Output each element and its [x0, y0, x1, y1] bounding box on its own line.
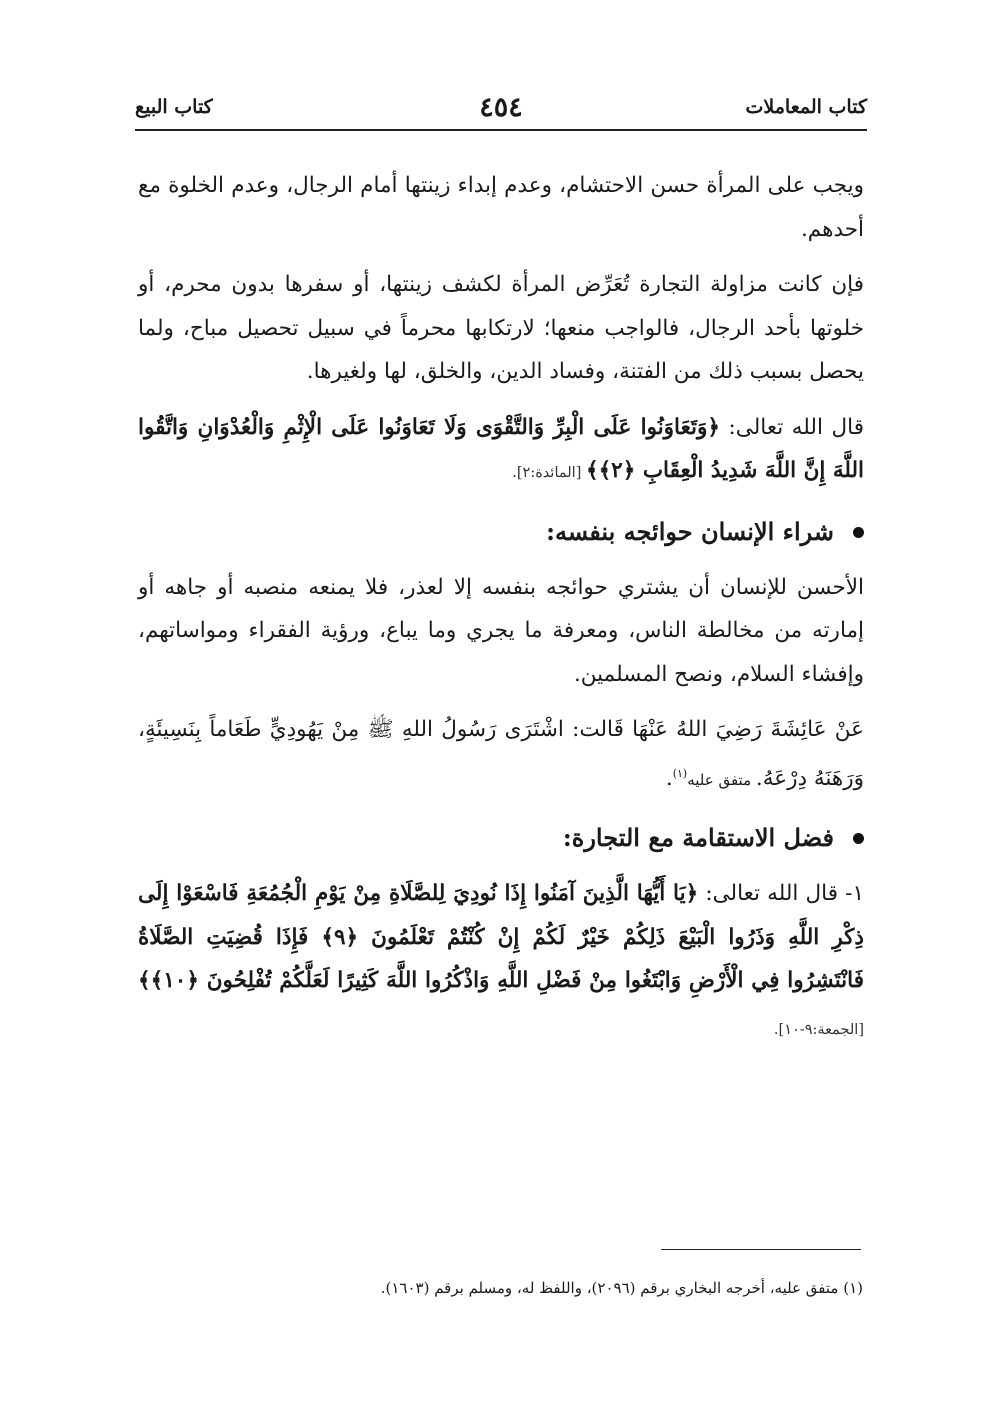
header-divider	[135, 129, 867, 131]
quote-intro: ١- قال الله تعالى:	[698, 881, 865, 907]
hadith-source: متفق عليه	[687, 770, 756, 789]
quran-quote-jumuah	[138, 872, 864, 1052]
footnote-marker: (١)	[672, 766, 688, 780]
page-header	[135, 92, 867, 130]
footnote: (١) متفق عليه، أخرجه البخاري برقم (٢٠٩٦)، واللفظ له، ومسلم برقم (١٦٠٣).	[380, 1279, 863, 1297]
verse-reference: [المائدة:٢].	[512, 465, 586, 481]
section-heading	[138, 510, 864, 554]
page-body	[138, 164, 864, 1052]
quran-verse: ﴿وَتَعَاوَنُوا عَلَى الْبِرِّ وَالتَّقْوَى وَلَا تَعَاوَنُوا عَلَى الْإِثْمِ وَالْعُدْوَانِ وَاتَّقُوا اللَّهَ إِنَّ اللَّهَ شَدِيدُ الْعِقَابِ ﴿٢﴾﴾	[138, 414, 864, 483]
footnote-divider	[661, 1249, 861, 1250]
book-title: كتاب المعاملات	[745, 96, 867, 118]
heading-text: فضل الاستقامة مع التجارة:	[562, 823, 834, 853]
hadith-text: عَنْ عَائِشَةَ رَضِيَ اللهُ عَنْهَا قَالت: اشْتَرَى رَسُولُ اللهِ ﷺ مِنْ يَهُودِيٍّ طَعَاماً بِنَسِيئَةٍ، وَرَهَنَهُ دِرْعَهُ.	[138, 717, 864, 791]
paragraph-modesty: ويجب على المرأة حسن الاحتشام، وعدم إبداء زينتها أمام الرجال، وعدم الخلوة مع أحدهم.	[138, 173, 864, 242]
quote-intro: قال الله تعالى:	[719, 414, 864, 440]
bullet-icon	[853, 527, 864, 538]
hadith-end: .	[665, 765, 673, 791]
section-heading	[138, 816, 864, 860]
chapter-title: كتاب البيع	[135, 96, 213, 118]
quran-verse: ﴿يَا أَيُّهَا الَّذِينَ آمَنُوا إِذَا نُودِيَ لِلصَّلَاةِ مِنْ يَوْمِ الْجُمُعَةِ فَاسْعَوْا إِلَى ذِكْرِ اللَّهِ وَذَرُوا الْبَيْعَ ذَلِكُمْ خَيْرٌ لَكُمْ إِنْ كُنْتُمْ تَعْلَمُونَ ﴿٩﴾ فَإِذَا قُضِيَتِ الصَّلَاةُ فَانْتَشِرُوا فِي الْأَرْضِ وَابْتَغُوا مِنْ فَضْلِ اللَّهِ وَاذْكُرُوا اللَّهَ كَثِيرًا لَعَلَّكُمْ تُفْلِحُونَ ﴿١٠﴾﴾	[138, 881, 864, 994]
quran-quote-maidah	[138, 406, 864, 496]
verse-reference: [الجمعة:٩-١٠].	[773, 1021, 864, 1038]
page-number: ٤٥٤	[479, 92, 523, 123]
hadith-aisha	[138, 708, 864, 802]
paragraph-trade-ruling: فإن كانت مزاولة التجارة تُعَرِّض المرأة لكشف زينتها، أو سفرها بدون محرم، أو خلوتها بأحد الرجال، فالواجب منعها؛ لارتكابها محرماً في سبيل تحصيل مباح، ولما يحصل بسبب ذلك من الفتنة، وفساد الدين، والخلق، لها ولغيرها.	[138, 272, 864, 384]
paragraph-self-shopping: الأحسن للإنسان أن يشتري حوائجه بنفسه إلا لعذر، فلا يمنعه منصبه أو جاهه أو إمارته من مخالطة الناس، ومعرفة ما يجري وما يباع، ورؤية الفقراء ومواساتهم، وإفشاء السلام، ونصح المسلمين.	[138, 574, 864, 687]
heading-text: شراء الإنسان حوائجه بنفسه:	[546, 516, 834, 546]
bullet-icon	[853, 833, 864, 844]
